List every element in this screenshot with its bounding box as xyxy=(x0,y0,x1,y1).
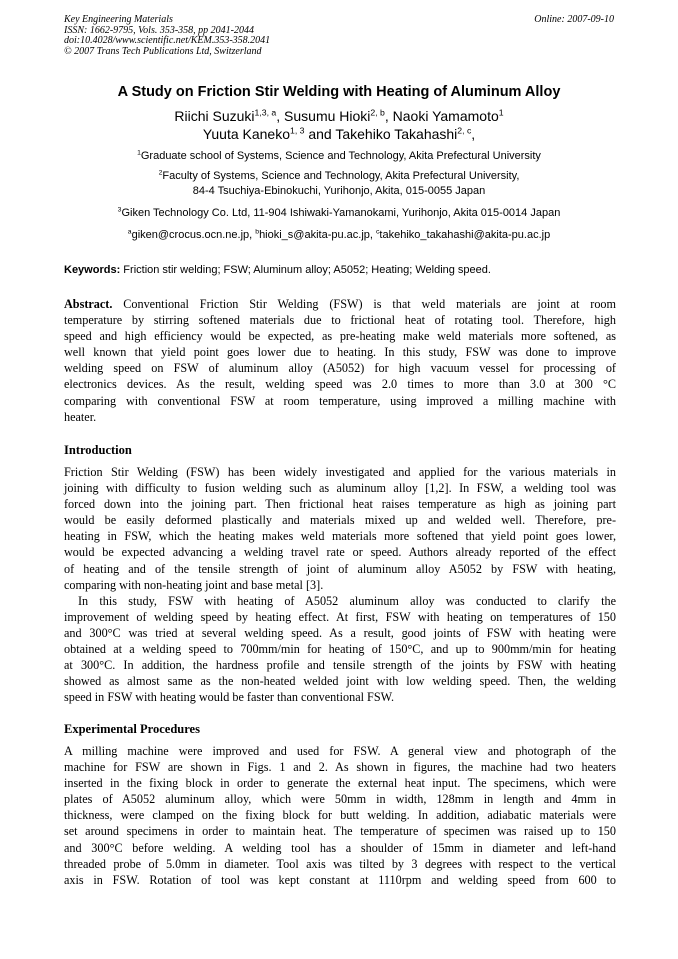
body-line: threaded probe of 5.0mm in diameter. Tool axis was tilted by 3 degrees with respect to the vertical xyxy=(64,856,616,871)
abstract-label: Abstract. xyxy=(64,297,113,311)
doi-line: doi:10.4028/www.scientific.net/KEM.353-358.2041 xyxy=(64,35,271,46)
journal-header xyxy=(64,15,270,57)
online-date: Online: 2007-09-10 xyxy=(534,14,614,25)
body-line: would be easily deformed plastically and materials mixed up and welded well. Therefore, pre- xyxy=(64,513,616,528)
author-name: Yuuta Kaneko xyxy=(202,126,290,142)
body-line: plates of A5052 aluminum alloy, which were 50mm in width, 128mm in length and 4mm in xyxy=(64,792,616,807)
keywords-text: Friction stir welding; FSW; Aluminum alloy; A5052; Heating; Welding speed. xyxy=(120,264,491,276)
body-line: speed in FSW with heating would be faster than conventional FSW. xyxy=(64,690,395,705)
paper-title: A Study on Friction Stir Welding with Heating of Aluminum Alloy xyxy=(117,84,561,100)
body-line: axis in FSW. Rotation of tool was kept constant at 1110rpm and welding speed from 600 to xyxy=(64,872,616,887)
abstract-text: Conventional Friction Stir Welding (FSW) is that weld materials are joint at room xyxy=(112,297,616,311)
body-line: obtained at a welding speed to 700mm/min for heating of 150°C, and up to 900mm/min for heating xyxy=(64,642,616,657)
body-line: Friction Stir Welding (FSW) has been widely investigated and applied for the various materials in xyxy=(64,465,616,479)
affiliation-text: Faculty of Systems, Science and Technology, Akita Prefectural University, xyxy=(162,170,520,182)
body-line: inserted in the fixing block in order to generate the external heat input. The specimens, which were xyxy=(64,776,616,791)
section-heading: Experimental Procedures xyxy=(64,722,200,736)
author-list xyxy=(0,107,678,143)
abstract-line: heater. xyxy=(64,409,97,424)
email-link[interactable]: hioki_s@akita-pu.ac.jp, xyxy=(259,229,377,241)
author-line-2 xyxy=(0,125,678,143)
body-line: machine for FSW are shown in Figs. 1 and 2. As shown in figures, the machine had two heaters xyxy=(64,760,616,775)
copyright-line: © 2007 Trans Tech Publications Ltd, Switzerland xyxy=(64,45,262,57)
body-line: thickness, were clamped on the fixing block for butt welding. In addition, adiabatic materials were xyxy=(64,808,616,823)
author-affiliation-mark: 2, b xyxy=(370,107,385,118)
abstract-line xyxy=(64,296,616,312)
body-line: and 300°C before welding. A welding tool has a shoulder of 15mm in diameter and left-hand xyxy=(64,840,616,855)
author-line-1 xyxy=(0,107,678,125)
affiliation-mark: 2 xyxy=(158,169,163,177)
issn-line: ISSN: 1662-9795, Vols. 353-358, pp 2041-2044 xyxy=(64,24,254,36)
email-mark: a xyxy=(127,228,132,236)
body-line: would be expected advancing a welding travel rate or speed. Authors already reported of the effect xyxy=(64,545,616,560)
affiliation-mark: 1 xyxy=(137,149,141,157)
email-mark: b xyxy=(255,228,260,236)
affiliation-address: 84-4 Tsuchiya-Ebinokuchi, Yurihonjo, Akita, 015-0055 Japan xyxy=(192,185,486,197)
affiliation-2 xyxy=(0,169,678,199)
affiliation-3 xyxy=(0,206,678,221)
author-name: Riichi Suzuki xyxy=(174,108,255,124)
journal-name: Key Engineering Materials xyxy=(64,14,173,25)
affiliation-text: Giken Technology Co. Ltd, 11-904 Ishiwaki-Yamanokami, Yurihonjo, Akita 015-0014 Japan xyxy=(121,207,561,219)
keywords xyxy=(64,264,616,276)
abstract-line: speed and high efficiency would be expected, as pre-heating make weld materials more softened, as xyxy=(64,329,616,344)
author-affiliation-mark: 1 xyxy=(498,107,504,118)
abstract-line: comparing with conventional FSW at room temperature, using improved a milling machine with xyxy=(64,393,616,408)
body-line: forced down into the joining part. Then frictional heat raises temperature as high as joining part xyxy=(64,497,616,512)
body-line: heating in FSW, which the heating makes weld materials more softened that yield point goes lower, xyxy=(64,529,616,544)
experimental-body xyxy=(64,743,616,888)
affiliation-text: Graduate school of Systems, Science and Technology, Akita Prefectural University xyxy=(140,150,541,162)
body-line: In this study, FSW with heating of A5052 aluminum alloy was conducted to clarify the xyxy=(78,593,616,608)
body-line: joining with difficulty to fusion welding such as aluminum alloy [1,2]. In FSW, a welding tool was xyxy=(64,481,616,496)
email-link[interactable]: takehiko_takahashi@akita-pu.ac.jp xyxy=(379,229,551,241)
body-line: improvement of welding speed by heating effect. At first, FSW with heating on temperatures of 150 xyxy=(64,609,616,624)
body-line: A milling machine were improved and used for FSW. A general view and photograph of the xyxy=(64,744,616,758)
body-line: and 300°C was tried at several welding speed. As a result, good joints of FSW with heating were xyxy=(64,625,616,640)
body-line: of heating and of the tensile strength of joint of aluminum alloy A5052 by FSW with heating, xyxy=(64,561,616,576)
abstract-line: welding speed on FSW of aluminum alloy (A5052) for high vacuum vessel for processing of xyxy=(64,361,616,376)
email-link[interactable]: giken@crocus.ocn.ne.jp, xyxy=(131,229,256,241)
abstract-line: electronics devices. As the result, welding speed was 2.0 times to more than 3.0 at 300 °C xyxy=(64,377,616,392)
body-line: comparing with non-heating joint and base metal [3]. xyxy=(64,577,324,592)
author-affiliation-mark: 1, 3 xyxy=(290,125,305,136)
body-line: set around specimens in order to maintain heat. The temperature of specimen was raised up to 150 xyxy=(64,824,616,839)
author-separator: , xyxy=(471,126,476,142)
keywords-label: Keywords: xyxy=(64,264,121,276)
introduction-body xyxy=(64,464,616,705)
affiliation-mark: 3 xyxy=(117,206,122,214)
body-line: at 300°C. In addition, the hardness profile and tensile strength of the joints by FSW with heating xyxy=(64,658,616,673)
abstract-line: temperature by stirring softened materials due to frictional heat of rotating tool. Therefore, high xyxy=(64,313,616,328)
author-name: , Naoki Yamamoto xyxy=(384,108,499,124)
author-name: , Susumu Hioki xyxy=(276,108,371,124)
email-line xyxy=(0,228,678,243)
email-mark: c xyxy=(376,228,380,236)
section-heading: Introduction xyxy=(64,443,132,457)
author-name: and Takehiko Takahashi xyxy=(304,126,458,142)
body-line: showed as almost same as the non-heated welded joint with low welding speed. Then, the welding xyxy=(64,674,616,689)
author-affiliation-mark: 2, c xyxy=(457,125,472,136)
affiliation-1 xyxy=(0,149,678,164)
abstract xyxy=(64,296,616,425)
abstract-line: well known that yield point goes lower due to heating. In this study, FSW was done to improve xyxy=(64,345,616,360)
author-affiliation-mark: 1,3, a xyxy=(254,107,277,118)
